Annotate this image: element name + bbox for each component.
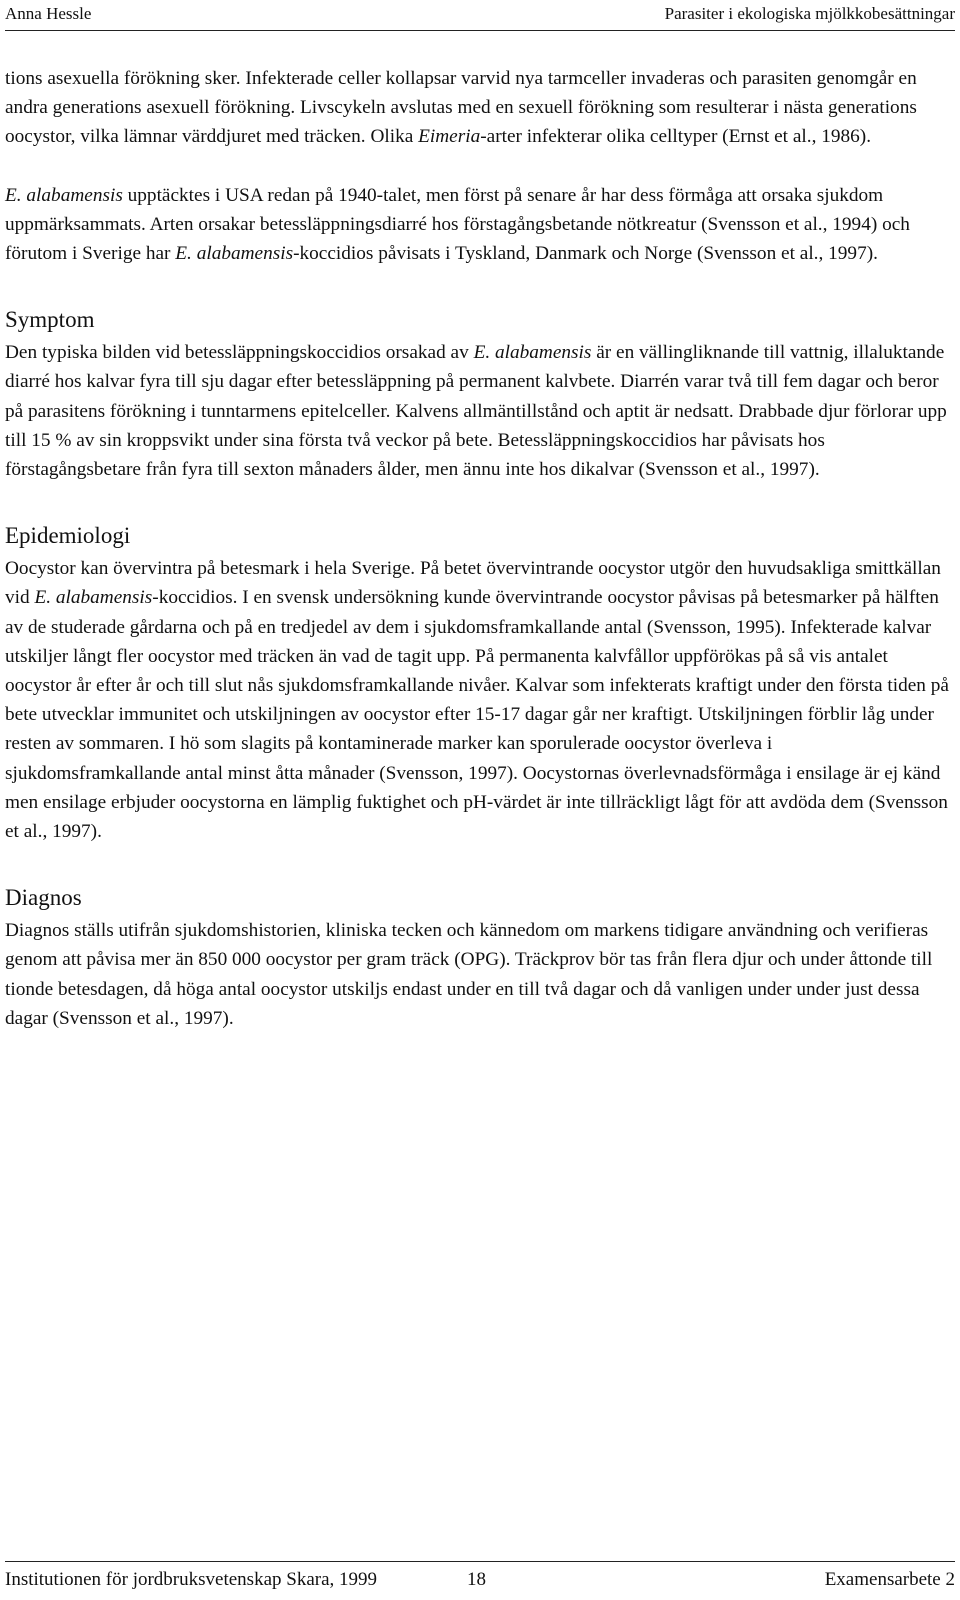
footer-series: Examensarbete 2 bbox=[824, 1569, 955, 1590]
footer-page-number: 18 bbox=[467, 1569, 486, 1590]
header-title: Parasiter i ekologiska mjölkkobesättningar bbox=[664, 4, 955, 23]
text-span: -koccidios påvisats i Tyskland, Danmark och Norge (Svensson et al., 1997). bbox=[293, 243, 878, 265]
header-rule bbox=[5, 30, 955, 31]
text-span: Diagnos ställs utifrån sjukdomshistorien, kliniska tecken och kännedom om markens tidigare användning och verifieras genom att påvisa mer än 850 000 oocystor per gram träck (OPG). Träckprov bör tas från flera djur och under åttonde till tionde betesdagen, då höga antal oocystor utskiljs endast under en till två dagar och då vanligen under under just dessa dagar (Svensson et al., 1997). bbox=[5, 920, 933, 1029]
italic-species: Eimeria bbox=[418, 126, 481, 148]
paragraph-life-cycle bbox=[5, 64, 950, 152]
text-span: upptäcktes i USA redan på 1940-talet, men först på senare år har dess förmåga att orsaka sjukdom uppmärksammats. Arten orsakar betessläppningsdiarré hos förstagångsbetande nötkreatur (Svensson et al., 1994) och förutom i Sverige har bbox=[5, 184, 910, 265]
paragraph-symptom bbox=[5, 338, 950, 484]
page-header bbox=[5, 3, 955, 33]
italic-species: E. alabamensis bbox=[175, 243, 294, 265]
italic-species: E. alabamensis bbox=[473, 342, 592, 364]
text-span: Den typiska bilden vid betessläppningskoccidios orsakad av bbox=[5, 342, 474, 364]
heading-diagnos: Diagnos bbox=[5, 885, 82, 911]
paragraph-diagnos bbox=[5, 916, 950, 1033]
text-span: tions asexuella förökning sker. Infekterade celler kollapsar varvid nya tarmceller invaderas och parasiten genomgår en andra generations asexuell förökning. Livscykeln avslutas med en sexuell förökning som resulterar i nästa generations oocystor, vilka lämnar värddjuret med träcken. Olika bbox=[5, 68, 917, 148]
heading-symptom: Symptom bbox=[5, 307, 95, 333]
text-span: -koccidios. I en svensk undersökning kunde övervintrande oocystor påvisas på betesmarker på hälften av de studerade gårdarna och på en tredjedel av dem i sjukdomsframkallande antal (Svensson, 1995). Infekterade kalvar utskiljer långt fler oocystor med träcken än vad de tagit upp. På permanenta kalvfållor uppförökas på så vis antalet oocystor år efter år och till slut nås sjukdomsframkallande nivåer. Kalvar som infekterats kraftigt under den första tiden på bete utvecklar immunitet och utskiljningen av oocystor efter 15-17 dagar går ner kraftigt. Utskiljningen förblir låg under resten av sommaren. I hö som slagits på kontaminerade marker kan sporulerade oocystor överleva i sjukdomsframkallande antal minst åtta månader (Svensson, 1997). Oocystornas överlevnadsförmåga i ensilage är ej känd men ensilage erbjuder oocystorna en lämplig fuktighet och pH-värdet är inte tillräckligt lågt för att avdöda dem (Svensson et al., 1997). bbox=[5, 587, 949, 843]
text-span: är en vällingliknande till vattnig, illaluktande diarré hos kalvar fyra till sju dagar efter betessläppning på permanent kalvbete. Diarrén varar två till fem dagar och beror på parasitens förökning i tunntarmens epitelceller. Kalvens allmäntillstånd och aptit är nedsatt. Drabbade djur förlorar upp till 15 % av sin kroppsvikt under sina första två veckor på bete. Betessläppningskoccidios har påvisats hos förstagångsbetare från fyra till sexton månaders ålder, men ännu inte hos dikalvar (Svensson et al., 1997). bbox=[5, 342, 947, 481]
header-author: Anna Hessle bbox=[5, 4, 92, 23]
italic-species: E. alabamensis bbox=[5, 184, 123, 206]
footer-rule bbox=[5, 1561, 955, 1562]
page-body bbox=[5, 64, 950, 1033]
heading-epidemiologi: Epidemiologi bbox=[5, 523, 131, 549]
paragraph-epidemiologi bbox=[5, 554, 950, 846]
text-span: Oocystor kan övervintra på betesmark i hela Sverige. På betet övervintrande oocystor utgör den huvudsakliga smittkällan vid bbox=[5, 558, 941, 609]
page-footer bbox=[5, 1566, 955, 1594]
footer-institution: Institutionen för jordbruksvetenskap Skara, 1999 bbox=[5, 1569, 378, 1590]
italic-species: E. alabamensis bbox=[34, 587, 153, 609]
text-span: -arter infekterar olika celltyper (Ernst et al., 1986). bbox=[480, 126, 872, 148]
paragraph-alabamensis bbox=[5, 181, 950, 269]
